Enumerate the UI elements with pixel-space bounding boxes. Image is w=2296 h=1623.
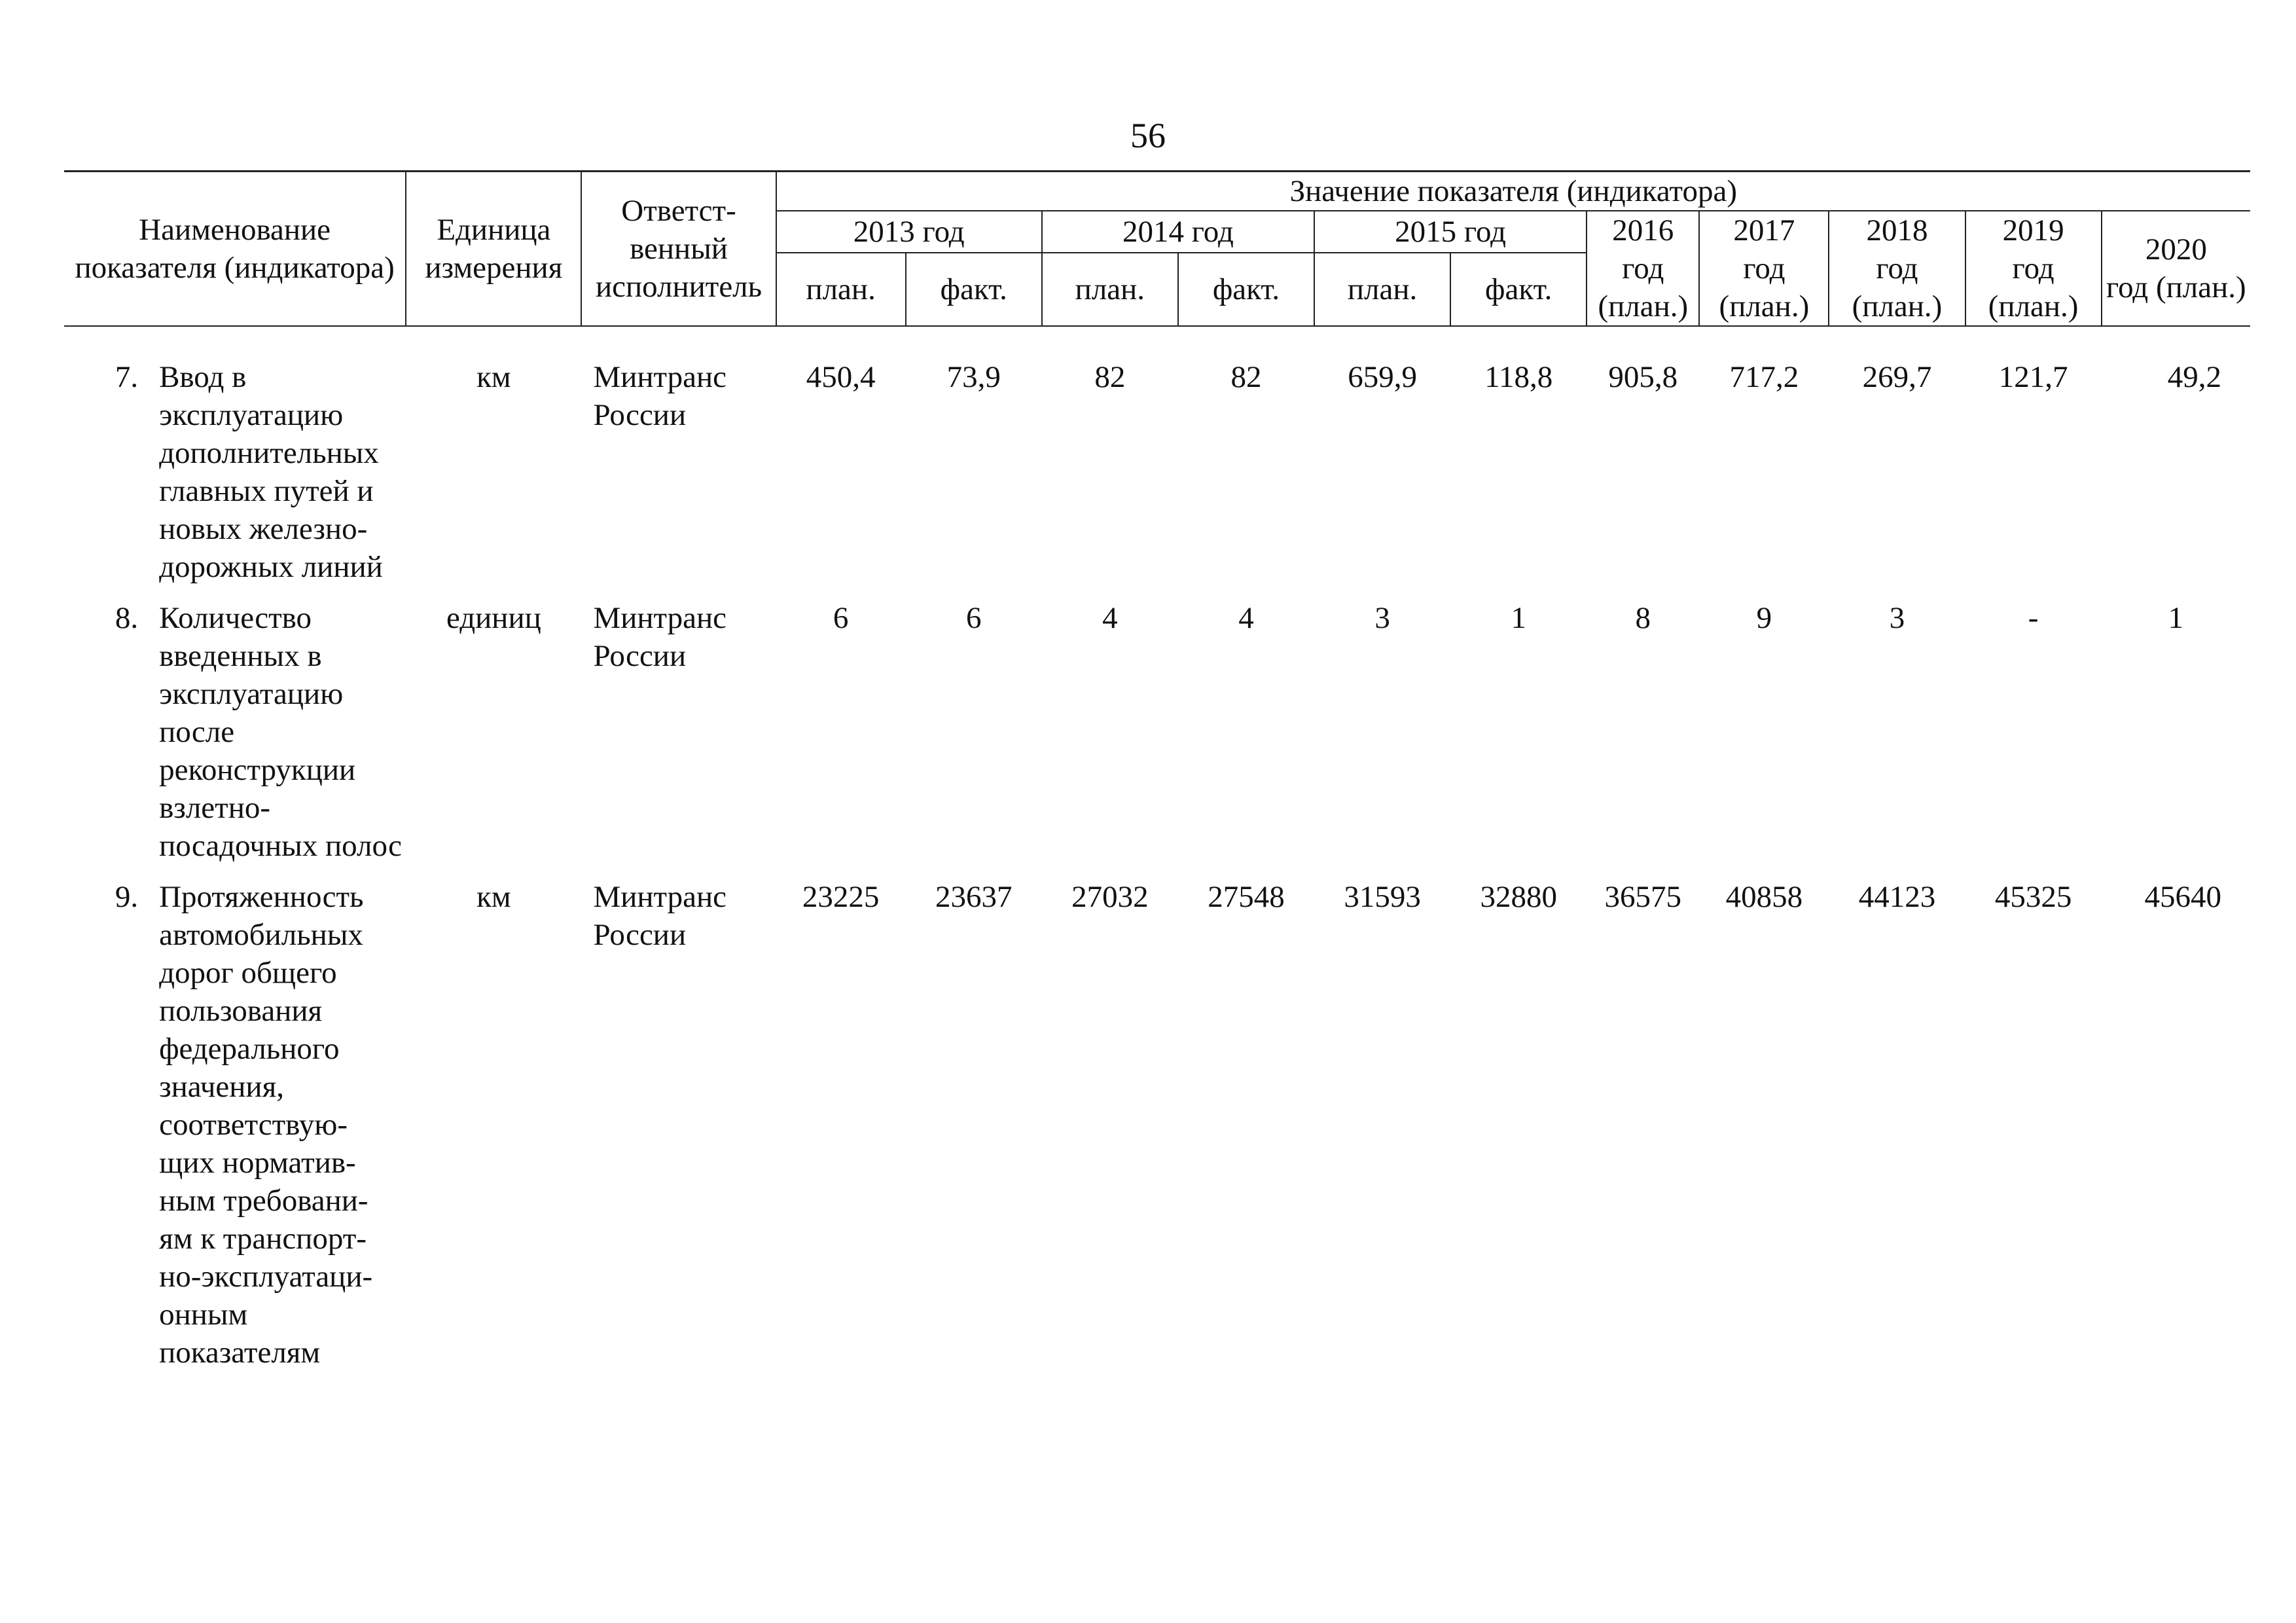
value-2013-plan: 23225 [802,880,880,914]
header-2013-plan: план. [776,253,906,326]
value-2018-plan: 3 [1889,601,1905,635]
value-2019-plan: - [2028,601,2039,635]
value-2020-plan: 49,2 [2167,360,2221,394]
value-2015-fact: 32880 [1480,880,1557,914]
value-2016-plan: 36575 [1604,880,1682,914]
header-year-2017-suffix: год (план.) [1719,251,1810,323]
header-year-2020-year: 2020 [2145,232,2207,266]
table-row [64,878,2250,1385]
indicators-table [64,170,2250,1385]
value-2014-fact: 82 [1230,360,1262,394]
table-row [64,326,2250,599]
value-2013-fact: 6 [966,601,982,635]
header-year-2019-year: 2019 [2002,213,2064,247]
header-name: Наименование показателя (индикатора) [64,172,406,327]
header-year-2019 [1965,211,2102,326]
header-unit: Единица измерения [406,172,581,327]
indicator-name: Протяженность автомобильных дорог общего пользования федерального значения, соответствую- щих норматив- ным требовани- ям к транспорт- но-эксплуатаци- онным показателям [159,880,373,1370]
value-2016-plan: 905,8 [1608,360,1678,394]
value-2015-plan: 659,9 [1348,360,1417,394]
page-number: 56 [1130,116,1166,155]
header-2015-fact: факт. [1450,253,1587,326]
value-2017-plan: 9 [1756,601,1772,635]
value-2014-plan: 27032 [1071,880,1149,914]
value-2017-plan: 717,2 [1729,360,1799,394]
header-executor: Ответст- венный исполнитель [581,172,776,327]
header-year-2020-suffix: год (план.) [2106,270,2246,304]
value-2016-plan: 8 [1635,601,1651,635]
indicator-unit: км [476,880,511,914]
value-2015-fact: 118,8 [1484,360,1553,394]
value-2014-fact: 27548 [1208,880,1285,914]
header-2015-plan: план. [1314,253,1450,326]
header-2014-plan: план. [1042,253,1178,326]
indicator-unit: км [476,360,511,394]
indicator-name: Ввод в эксплуатацию дополнительных главных путей и новых железно- дорожных линий [159,360,383,584]
header-year-2013: 2013 год [776,211,1042,253]
value-2015-plan: 31593 [1344,880,1421,914]
value-2019-plan: 121,7 [1998,360,2068,394]
header-year-2020 [2102,211,2250,326]
value-2014-plan: 4 [1102,601,1118,635]
row-number: 8. [115,601,139,635]
table-row [64,599,2250,878]
header-year-2018-year: 2018 [1866,213,1928,247]
value-2020-plan: 1 [2168,601,2184,635]
header-year-2016 [1587,211,1699,326]
table-header [64,172,2250,327]
value-2017-plan: 40858 [1725,880,1803,914]
row-number: 9. [115,880,139,914]
value-2014-plan: 82 [1094,360,1126,394]
value-2019-plan: 45325 [1994,880,2072,914]
header-year-2018 [1829,211,1965,326]
value-2020-plan: 45640 [2144,880,2221,914]
header-year-2016-year: 2016 [1612,213,1674,247]
header-year-2017 [1699,211,1829,326]
header-2013-fact: факт. [906,253,1042,326]
indicator-unit: единиц [446,601,541,635]
table-body [64,326,2250,1385]
header-year-2018-suffix: год (план.) [1852,251,1943,323]
indicator-name: Количество введенных в эксплуатацию после реконструкции взлетно- посадочных полос [159,601,403,863]
value-2018-plan: 269,7 [1862,360,1932,394]
header-year-2016-suffix: год (план.) [1598,251,1689,323]
value-2013-fact: 73,9 [946,360,1001,394]
value-2013-plan: 450,4 [806,360,876,394]
value-2014-fact: 4 [1238,601,1254,635]
indicator-executor: Минтранс России [593,360,727,432]
row-number: 7. [115,360,139,394]
header-year-2014: 2014 год [1042,211,1314,253]
header-year-2015: 2015 год [1314,211,1587,253]
header-value-group: Значение показателя (индикатора) [776,172,2250,211]
value-2018-plan: 44123 [1858,880,1936,914]
header-year-2019-suffix: год (план.) [1988,251,2079,323]
header-year-2017-year: 2017 [1733,213,1795,247]
header-2014-fact: факт. [1178,253,1314,326]
value-2015-fact: 1 [1511,601,1526,635]
value-2013-fact: 23637 [935,880,1013,914]
value-2015-plan: 3 [1374,601,1390,635]
value-2013-plan: 6 [833,601,849,635]
indicator-executor: Минтранс России [593,880,727,952]
indicator-executor: Минтранс России [593,601,727,673]
